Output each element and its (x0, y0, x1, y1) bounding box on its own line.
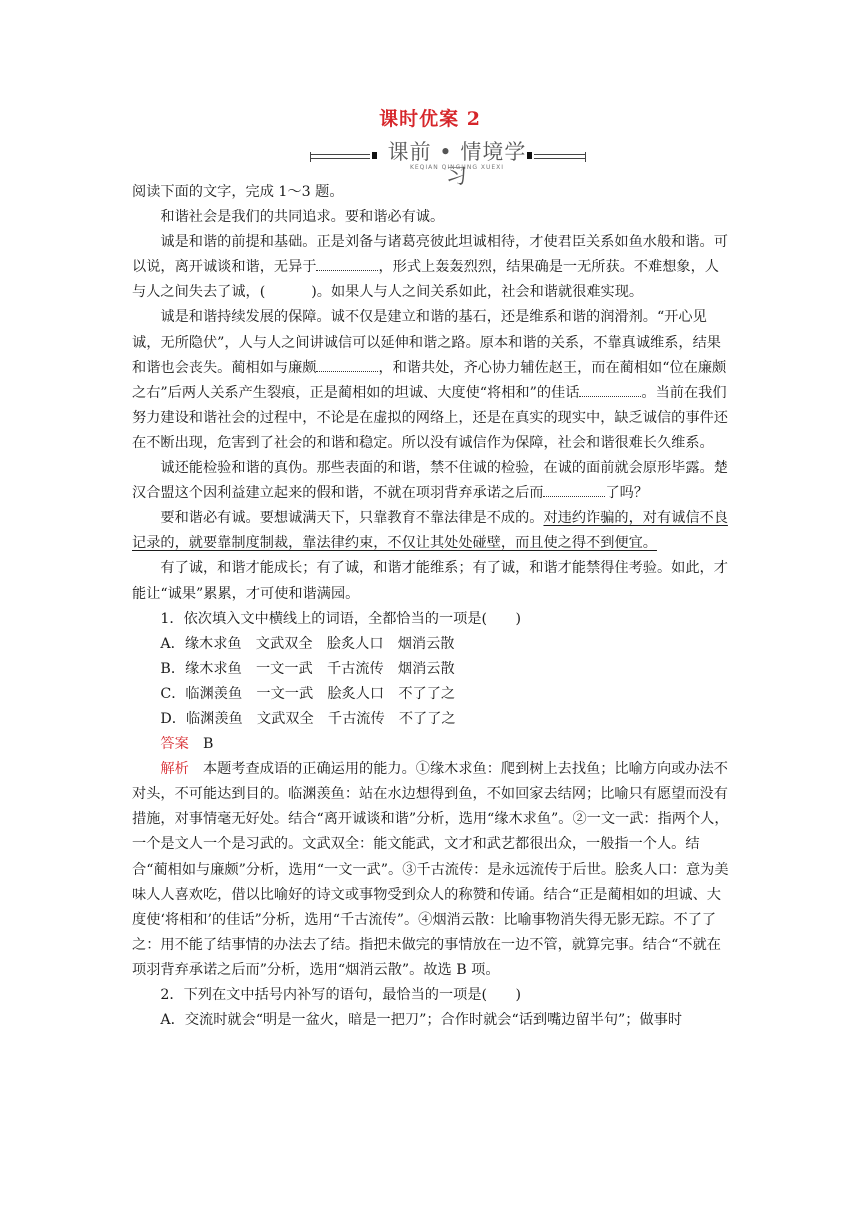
paragraph-1: 和谐社会是我们的共同追求。要和谐必有诚。 (160, 209, 445, 226)
section-heading: 课前 • 情境学习 (387, 140, 527, 188)
passage-body (132, 180, 732, 1033)
paragraph-5: 要和谐必有诚。要想诚满天下，只靠教育不靠法律是不成的。对违约诈骗的，对有诚信不良记录的，就要靠制度制裁，靠法律约束，不仅让其处处碰壁，而且使之得不到便宜。 (132, 510, 728, 552)
fill-blank-1 (316, 256, 378, 271)
paragraph-2: 诚是和谐的前提和基础。正是刘备与诸葛亮彼此坦诚相待，才使君臣关系如鱼水般和谐。可以说，离开诚谈和谐，无异于 ，形式上轰轰烈烈，结果确是一无所获。不难想象，人与人之间失去了诚，( )。如果人与人之间关系如此，社会和谐就很难实现。 (132, 234, 728, 301)
analysis: 解析 本题考查成语的正确运用的能力。①缘木求鱼：爬到树上去找鱼；比喻方向或办法不对头，不可能达到目的。临渊羡鱼：站在水边想得到鱼，不如回家去结网；比喻只有愿望而没有措施，对事情毫无好处。结合“离开诚谈和谐”分析，选用“缘木求鱼”。②一文一武：指两个人，一个是文人一个是习武的。文武双全：能文能武，文才和武艺都很出众，一般指一个人。结合“蔺相如与廉颇”分析，选用“一文一武”。③千古流传：是永远流传于后世。脍炙人口：意为美味人人喜欢吃，借以比喻好的诗文或事物受到众人的称赞和传诵。结合“正是蔺相如的坦诚、大度使‘将相和’的佳话”分析，选用“千古流传”。④烟消云散：比喻事物消失得无影无踪。不了了之：用不能了结事情的办法去了结。指把未做完的事情放在一边不管，就算完事。结合“不就在项羽背弃承诺之后而”分析，选用“烟消云散”。故选 B 项。 (132, 761, 729, 978)
fill-blank-4 (543, 482, 605, 497)
fill-blank-2 (316, 357, 378, 372)
section-subheading: KEQIAN QINGJING XUEXI (409, 164, 505, 171)
option-b: B．缘木求鱼 一文一武 千古流传 烟消云散 (160, 660, 455, 677)
answer-value: B (202, 736, 214, 753)
section-banner (310, 140, 586, 188)
page-title: 课时优案 2 (379, 108, 481, 130)
underlined-sentence: 对违约诈骗的，对有诚信不良记录的，就要靠制度制裁，靠法律约束，不仅让其处处碰壁，而且使之得不到便宜。 (132, 510, 728, 552)
question-2-option-a: A．交流时就会“明是一盆火，暗是一把刀”；合作时就会“话到嘴边留半句”；做事时 (160, 1012, 683, 1029)
question-2: 2．下列在文中括号内补写的语句，最恰当的一项是( ) (160, 987, 521, 1003)
answer-label: 答案 (160, 736, 189, 753)
instructions: 阅读下面的文字，完成 1～3 题。 (132, 184, 344, 200)
option-c: C．临渊羡鱼 一文一武 脍炙人口 不了了之 (160, 685, 456, 702)
paragraph-4: 诚还能检验和谐的真伪。那些表面的和谐，禁不住诚的检验，在诚的面前就会原形毕露。楚汉合盟这个因利益建立起来的假和谐，不就在项羽背弃承诺之后而 了吗？ (132, 460, 728, 502)
option-d: D．临渊羡鱼 文武双全 千古流传 不了了之 (160, 710, 456, 727)
question-1: 1．依次填入文中横线上的词语，全都恰当的一项是( ) (160, 610, 521, 627)
paragraph-3: 诚是和谐持续发展的保障。诚不仅是建立和谐的基石，还是维系和谐的润滑剂。“开心见诚，无所隐伏”，人与人之间讲诚信可以延伸和谐之路。原本和谐的关系，不靠真诚维系，结果和谐也会丧失。蔺相如与廉颇 ，和谐共处，齐心协力辅佐赵王，而在蔺相如“位在廉颇之右”后两人关系产生裂痕，正是蔺相如的坦诚、大度使“将相和”的佳话 。当前在我们努力建设和谐社会的过程中，不论是在虚拟的网络上，还是在真实的现实中，缺乏诚信的事件还在不断出现，危害到了社会的和谐和稳定。所以没有诚信作为保障，社会和谐很难长久维系。 (132, 309, 728, 451)
paragraph-6: 有了诚，和谐才能成长；有了诚，和谐才能维系；有了诚，和谐才能禁得住考验。如此，才能让“诚果”累累，才可使和谐满园。 (132, 560, 728, 602)
fill-blank-3 (579, 382, 641, 397)
answer-line (132, 732, 732, 757)
analysis-label: 解析 (160, 761, 189, 778)
option-a: A．缘木求鱼 文武双全 脍炙人口 烟消云散 (160, 635, 455, 652)
